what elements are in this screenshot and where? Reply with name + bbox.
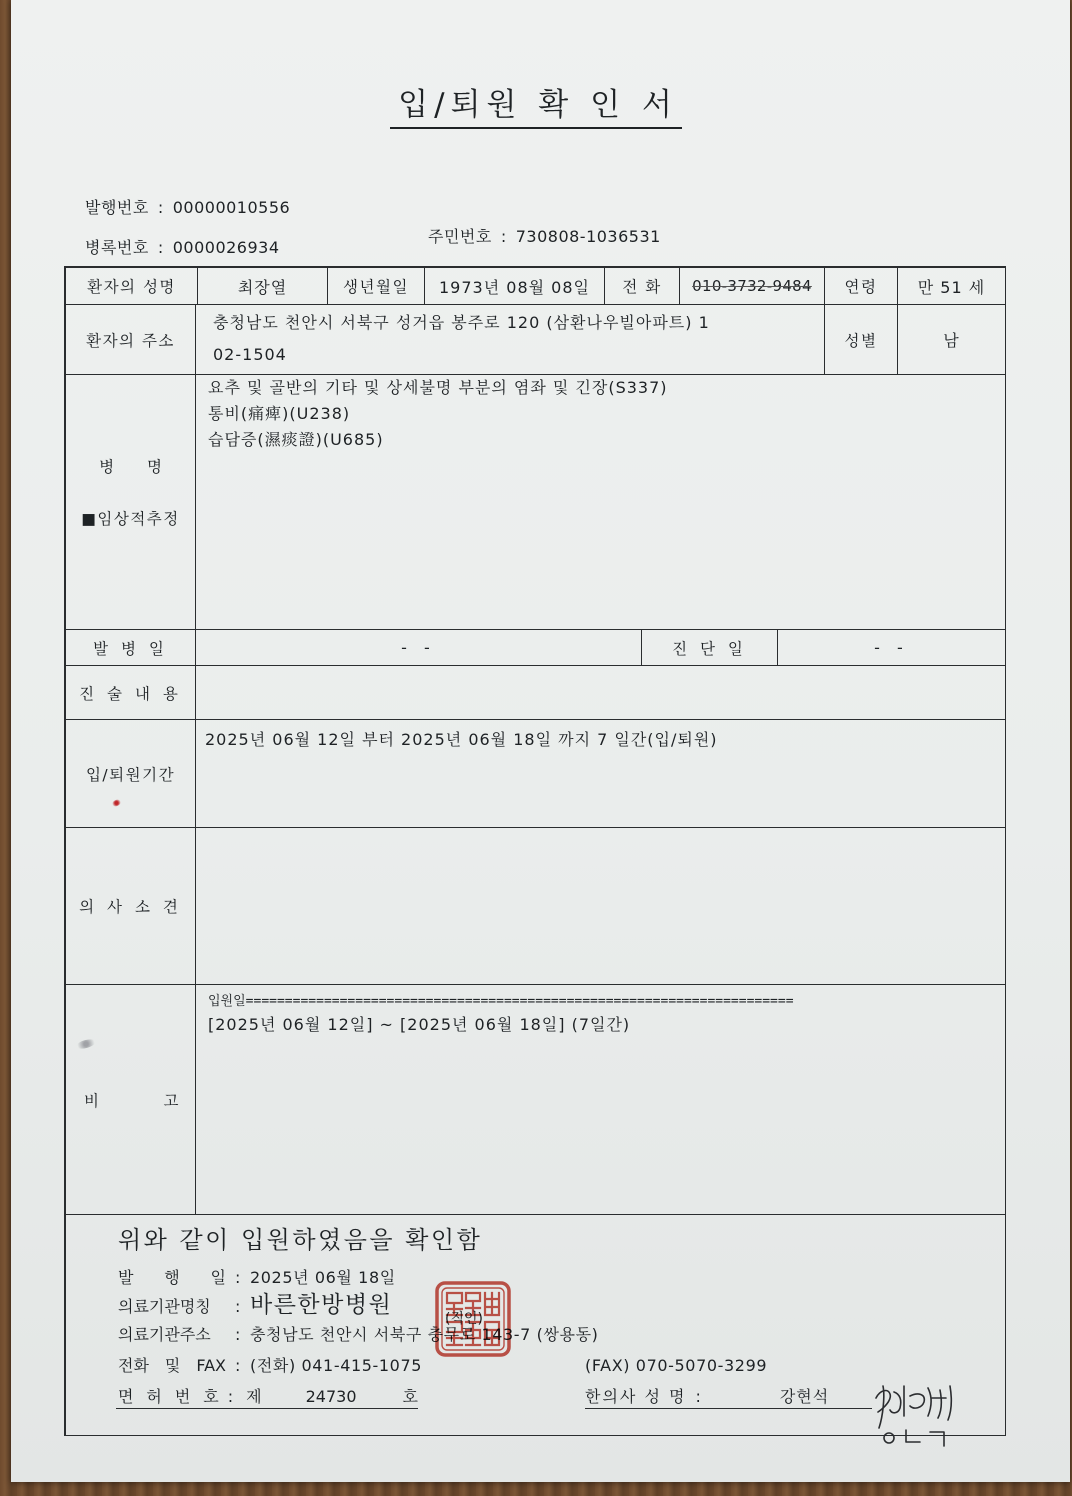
remarks-label-cell bbox=[66, 985, 196, 1215]
separator: : bbox=[235, 1356, 241, 1375]
diagnosis-label: 병 명 bbox=[99, 458, 176, 476]
institution-address-value: 충청남도 천안시 서북구 충무로 143-7 (쌍용동) bbox=[250, 1325, 599, 1344]
birth-date-value: 1973년 08월 08일 bbox=[425, 268, 605, 305]
doctor-opinion-value bbox=[196, 828, 1006, 985]
diagnosis-date-value: - - bbox=[778, 630, 1006, 666]
issue-number-value: 00000010556 bbox=[172, 198, 291, 217]
separator: : bbox=[235, 1268, 241, 1287]
onset-date-label: 발 병 일 bbox=[66, 630, 196, 666]
confirmation-statement: 위와 같이 입원하였음을 확인함 bbox=[118, 1226, 483, 1254]
remarks-cell bbox=[196, 985, 1006, 1215]
document-title bbox=[0, 86, 1072, 129]
separator: : bbox=[235, 1297, 241, 1316]
statement-label: 진 술 내 용 bbox=[66, 666, 196, 720]
diagnosis-list bbox=[196, 375, 1006, 630]
separator: : bbox=[235, 1325, 241, 1344]
diagnosis-item: 요추 및 골반의 기타 및 상세불명 부분의 염좌 및 긴장(S337) bbox=[208, 378, 668, 397]
patient-address-label: 환자의 주소 bbox=[66, 305, 196, 375]
institution-row bbox=[118, 1294, 392, 1318]
birth-date-label: 생년월일 bbox=[328, 268, 425, 305]
resident-number-line bbox=[428, 227, 661, 247]
issue-date-value: 2025년 06월 18일 bbox=[250, 1268, 396, 1287]
doctor-label: 한의사 성 명 bbox=[585, 1387, 687, 1406]
resident-number-label: 주민번호 bbox=[428, 227, 492, 246]
stay-period-value: 2025년 06월 12일 부터 2025년 06월 18일 까지 7 일간(입/퇴원) bbox=[205, 730, 718, 749]
patient-address-line: 02-1504 bbox=[213, 345, 287, 364]
sex-label: 성별 bbox=[825, 305, 898, 375]
institution-address-row bbox=[118, 1324, 599, 1346]
stay-period-cell bbox=[196, 720, 1006, 828]
license-suffix: 호 bbox=[402, 1387, 418, 1406]
resident-number-value: 730808-1036531 bbox=[515, 227, 661, 246]
sex-value: 남 bbox=[898, 305, 1006, 375]
onset-date-value: - - bbox=[196, 630, 642, 666]
diagnosis-label-cell bbox=[66, 375, 196, 630]
separator: : bbox=[500, 227, 507, 246]
doctor-opinion-label: 의 사 소 견 bbox=[66, 828, 196, 985]
separator: : bbox=[157, 238, 164, 257]
doctor-row bbox=[585, 1386, 872, 1409]
license-prefix: 제 bbox=[246, 1387, 262, 1406]
clinical-estimate-label: ■임상적추정 bbox=[81, 510, 180, 528]
age-value: 만 51 세 bbox=[898, 268, 1006, 305]
official-seal bbox=[434, 1280, 512, 1358]
statement-value bbox=[196, 666, 1006, 720]
record-number-value: 0000026934 bbox=[172, 238, 280, 257]
license-number: 24730 bbox=[305, 1387, 357, 1406]
diagnosis-item: 통비(痛痺)(U238) bbox=[208, 404, 351, 423]
issue-number-line bbox=[85, 198, 290, 218]
fax-number: (FAX) 070-5070-3299 bbox=[585, 1356, 768, 1375]
separator: : bbox=[695, 1387, 701, 1406]
remarks-admission-line: 입원일====================================================================== bbox=[208, 994, 794, 1009]
contact-row bbox=[118, 1355, 422, 1377]
remarks-period-line: [2025년 06월 12일] ~ [2025년 06월 18일] (7일간) bbox=[208, 1015, 631, 1034]
patient-name-label: 환자의 성명 bbox=[66, 268, 198, 305]
phone-value: 010-3732-9484 bbox=[692, 277, 812, 295]
doctor-name: 강현석 bbox=[779, 1387, 830, 1406]
remarks-label-left: 비 bbox=[84, 1091, 101, 1110]
license-row bbox=[116, 1386, 418, 1409]
phone-label: 전 화 bbox=[605, 268, 680, 305]
patient-name-value: 최장열 bbox=[198, 268, 328, 305]
record-number-label: 병록번호 bbox=[85, 238, 149, 257]
issue-date-row bbox=[118, 1267, 396, 1289]
phone-number: (전화) 041-415-1075 bbox=[250, 1356, 423, 1375]
record-number-line bbox=[85, 238, 280, 258]
institution-name: 바른한방병원 bbox=[250, 1292, 393, 1318]
document-title-text: 입/퇴원 확 인 서 bbox=[390, 86, 682, 129]
phone-cell bbox=[680, 268, 825, 305]
institution-label: 의료기관명칭 bbox=[118, 1297, 211, 1316]
separator: : bbox=[227, 1387, 234, 1406]
issue-number-label: 발행번호 bbox=[85, 198, 149, 217]
license-label: 면 허 번 호 bbox=[118, 1387, 219, 1406]
age-label: 연령 bbox=[825, 268, 898, 305]
handwritten-signature bbox=[870, 1378, 962, 1450]
fax-row bbox=[585, 1355, 767, 1377]
diagnosis-item: 습담증(濕痰證)(U685) bbox=[208, 430, 384, 449]
remarks-label-right: 고 bbox=[163, 1091, 180, 1110]
seal-label: (직인) bbox=[445, 1311, 483, 1327]
patient-address-cell bbox=[196, 305, 825, 375]
diagnosis-date-label: 진 단 일 bbox=[642, 630, 778, 666]
separator: : bbox=[157, 198, 164, 217]
institution-address-label: 의료기관주소 bbox=[118, 1325, 211, 1344]
stay-period-label: 입/퇴원기간 bbox=[66, 720, 196, 828]
contact-label: 전화 및 FAX bbox=[118, 1356, 226, 1375]
patient-address-line: 충청남도 천안시 서북구 성거읍 봉주로 120 (삼환나우빌아파트) 1 bbox=[213, 313, 710, 332]
issue-date-label: 발 행 일 bbox=[118, 1268, 226, 1287]
